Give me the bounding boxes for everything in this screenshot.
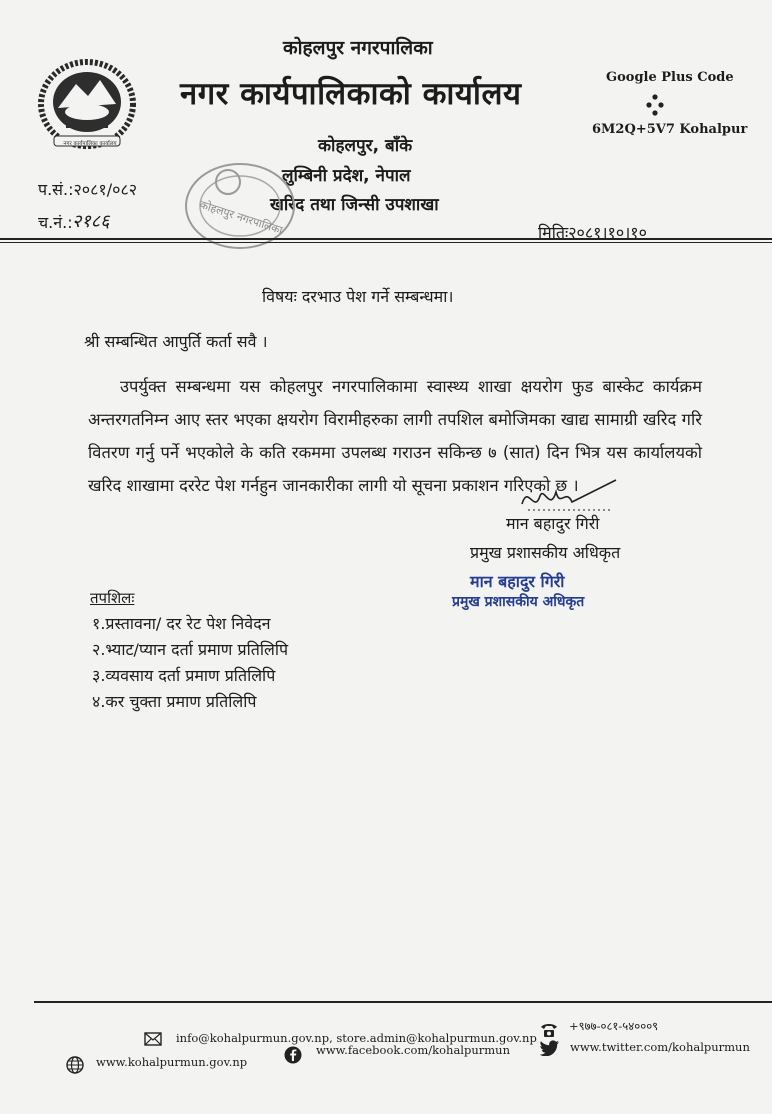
letter-addressee: श्री सम्बन्धित आपुर्ति कर्ता सवै । — [84, 332, 268, 351]
twitter-icon — [540, 1040, 560, 1056]
signature-scribble — [512, 478, 622, 518]
signatory-name: मान बहादुर गिरी — [506, 514, 600, 533]
address-line-2: लुम्बिनी प्रदेश, नेपाल — [282, 166, 411, 186]
attachment-item: ३.व्यवसाय दर्ता प्रमाण प्रतिलिपि — [92, 666, 276, 685]
designation-stamp: प्रमुख प्रशासकीय अधिकृत — [452, 594, 585, 610]
attachment-item: ४.कर चुक्ता प्रमाण प्रतिलिपि — [92, 692, 257, 711]
dispatch-label: च.नं.: — [38, 213, 73, 232]
stamp-text: कोहलपुर नगरपालिका — [198, 197, 285, 238]
office-title: नगर कार्यपालिकाको कार्यालय — [180, 76, 522, 112]
attachment-item: २.भ्याट/प्यान दर्ता प्रमाण प्रतिलिपि — [92, 640, 289, 659]
phone-icon — [540, 1022, 558, 1038]
name-stamp: मान बहादुर गिरी — [470, 572, 565, 591]
header-rule-top — [0, 238, 772, 240]
attachments-heading: तपशिलः — [90, 589, 135, 607]
header-rule-bottom — [0, 242, 772, 243]
footer-phone[interactable]: +९७७-०८१-५४०००९ — [569, 1019, 659, 1033]
letter-subject: विषयः दरभाउ पेश गर्ने सम्बन्धमा। — [262, 287, 454, 306]
footer-facebook[interactable]: www.facebook.com/kohalpurmun — [316, 1043, 510, 1057]
plus-code-value: 6M2Q+5V7 Kohalpur — [592, 122, 748, 137]
plus-code-title: Google Plus Code — [606, 70, 734, 85]
mail-icon — [144, 1032, 162, 1046]
facebook-icon — [284, 1046, 302, 1064]
emblem-caption: नगर कार्यपालिका कार्यालय — [63, 141, 117, 147]
nepal-emblem-logo — [36, 58, 138, 150]
footer-twitter[interactable]: www.twitter.com/kohalpurmun — [570, 1040, 750, 1054]
footer-website[interactable]: www.kohalpurmun.gov.np — [96, 1055, 248, 1069]
letter-number: प.सं.:२०८१/०८२ — [38, 180, 138, 199]
plus-code-icon — [640, 92, 670, 122]
letter-date: मितिः२०८१।१०।१० — [538, 223, 647, 242]
footer-email[interactable]: info@kohalpurmun.gov.np, store.admin@kohalpurmun.gov.np — [176, 1031, 537, 1045]
attachment-item: १.प्रस्तावना/ दर रेट पेश निवेदन — [92, 614, 271, 633]
globe-icon — [66, 1056, 84, 1074]
signatory-designation: प्रमुख प्रशासकीय अधिकृत — [470, 543, 621, 562]
section-name: खरिद तथा जिन्सी उपशाखा — [270, 195, 439, 215]
dispatch-number: २१८६ — [72, 211, 110, 232]
municipality-name: कोहलपुर नगरपालिका — [283, 37, 433, 59]
address-line-1: कोहलपुर, बाँके — [318, 136, 413, 156]
letter-body: उपर्युक्त सम्बन्धमा यस कोहलपुर नगरपालिकामा स्वास्थ्य शाखा क्षयरोग फुड बास्केट कार्यक्रम अन्तरगतनिम्न आए स्तर भएका क्षयरोग विरामीहरुका लागी तपशिल बमोजिमका खाद्य सामाग्री खरिद गरि वितरण गर्नु पर्ने भएकोले के कति रकममा उपलब्ध गराउन सकिन्छ ७ (सात) दिन भित्र यस कार्यालयको खरिद शाखामा दररेट पेश गर्नहुन जानकारीका लागी यो सूचना प्रकाशन गरिएको छ । — [88, 377, 702, 495]
footer-rule — [34, 1001, 772, 1003]
